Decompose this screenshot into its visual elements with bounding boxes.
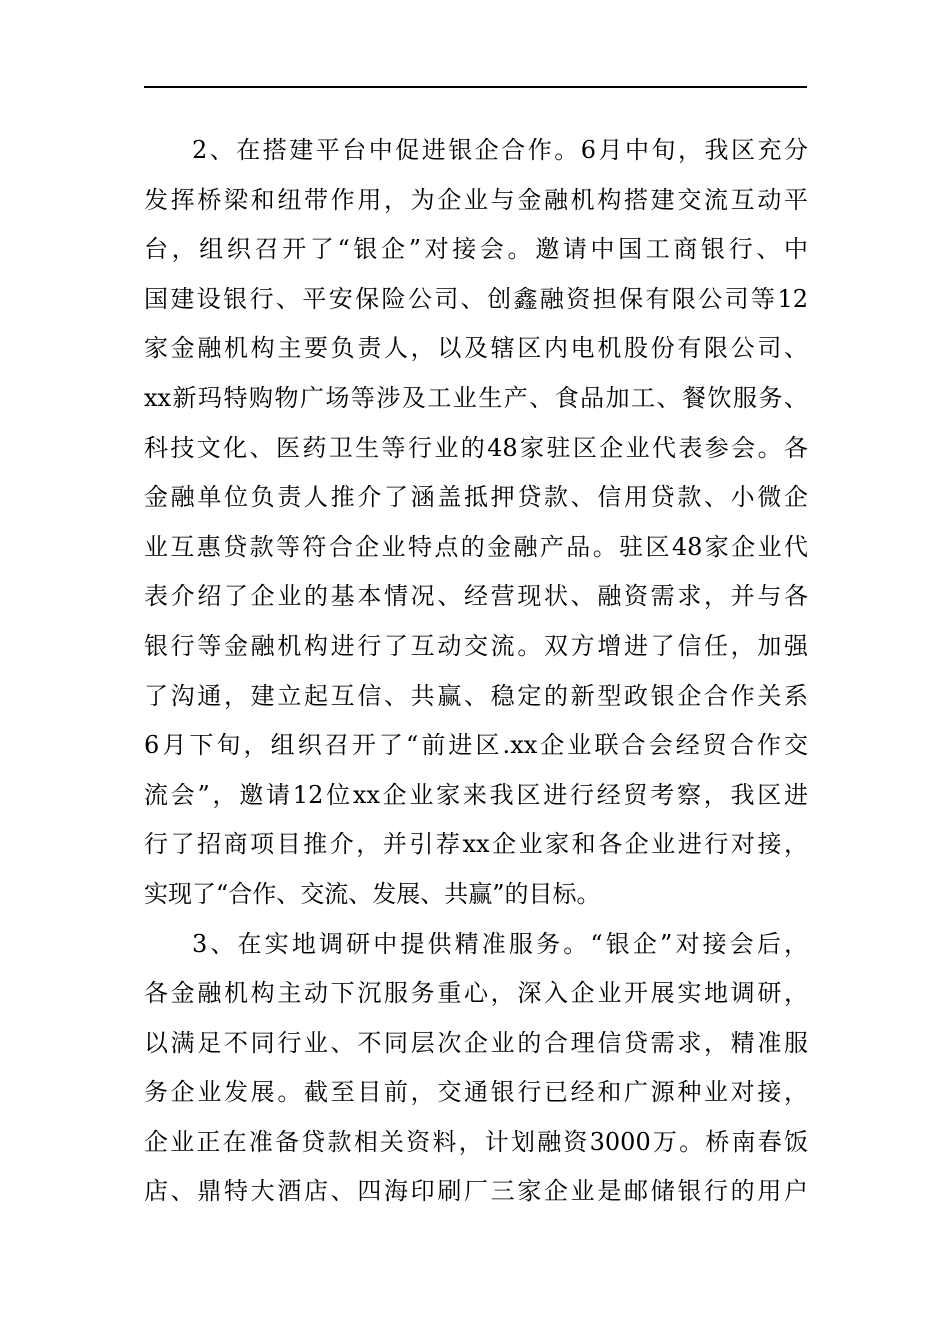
paragraph-line: 表介绍了企业的基本情况、经营现状、融资需求，并与各 (144, 582, 808, 611)
paragraph-line: 发挥桥梁和纽带作用，为企业与金融机构搭建交流互动平 (144, 185, 808, 214)
paragraph-line: 务企业发展。截至目前，交通银行已经和广源种业对接， (144, 1078, 808, 1107)
paragraph-line: 金融单位负责人推介了涵盖抵押贷款、信用贷款、小微企 (144, 483, 808, 512)
paragraph-line: 实现了“合作、交流、发展、共赢”的目标。 (144, 879, 601, 908)
paragraph-line: 行了招商项目推介，并引荐xx企业家和各企业进行对接， (144, 830, 808, 859)
paragraph-line: 业互惠贷款等符合企业特点的金融产品。驻区48家企业代 (144, 532, 808, 561)
paragraph-line: 各金融机构主动下沉服务重心，深入企业开展实地调研， (144, 979, 808, 1008)
paragraph-line: 3、在实地调研中提供精准服务。“银企”对接会后， (192, 929, 808, 958)
paragraph-line: 企业正在准备贷款相关资料，计划融资3000万。桥南春饭 (144, 1127, 808, 1156)
paragraph-line: 以满足不同行业、不同层次企业的合理信贷需求，精准服 (144, 1028, 808, 1057)
paragraph-line: xx新玛特购物广场等涉及工业生产、食品加工、餐饮服务、 (144, 383, 808, 412)
document-body (144, 126, 808, 1217)
paragraph-line: 科技文化、医药卫生等行业的48家驻区企业代表参会。各 (144, 433, 808, 462)
paragraph-line: 国建设银行、平安保险公司、创鑫融资担保有限公司等12 (144, 284, 808, 313)
paragraph-line: 6月下旬，组织召开了“前进区.xx企业联合会经贸合作交 (144, 731, 808, 760)
header-rule (144, 86, 807, 88)
paragraph-line: 流会”，邀请12位xx企业家来我区进行经贸考察，我区进 (144, 780, 808, 809)
paragraph-line: 银行等金融机构进行了互动交流。双方增进了信任，加强 (144, 631, 808, 660)
paragraph-line: 台，组织召开了“银企”对接会。邀请中国工商银行、中 (144, 235, 808, 264)
paragraph-line: 家金融机构主要负责人，以及辖区内电机股份有限公司、 (144, 334, 808, 363)
paragraph-line: 店、鼎特大酒店、四海印刷厂三家企业是邮储银行的用户 (144, 1177, 808, 1206)
paragraph-line: 2、在搭建平台中促进银企合作。6月中旬，我区充分 (192, 136, 808, 164)
paragraph-line: 了沟通，建立起互信、共赢、稳定的新型政银企合作关系 (144, 681, 808, 710)
